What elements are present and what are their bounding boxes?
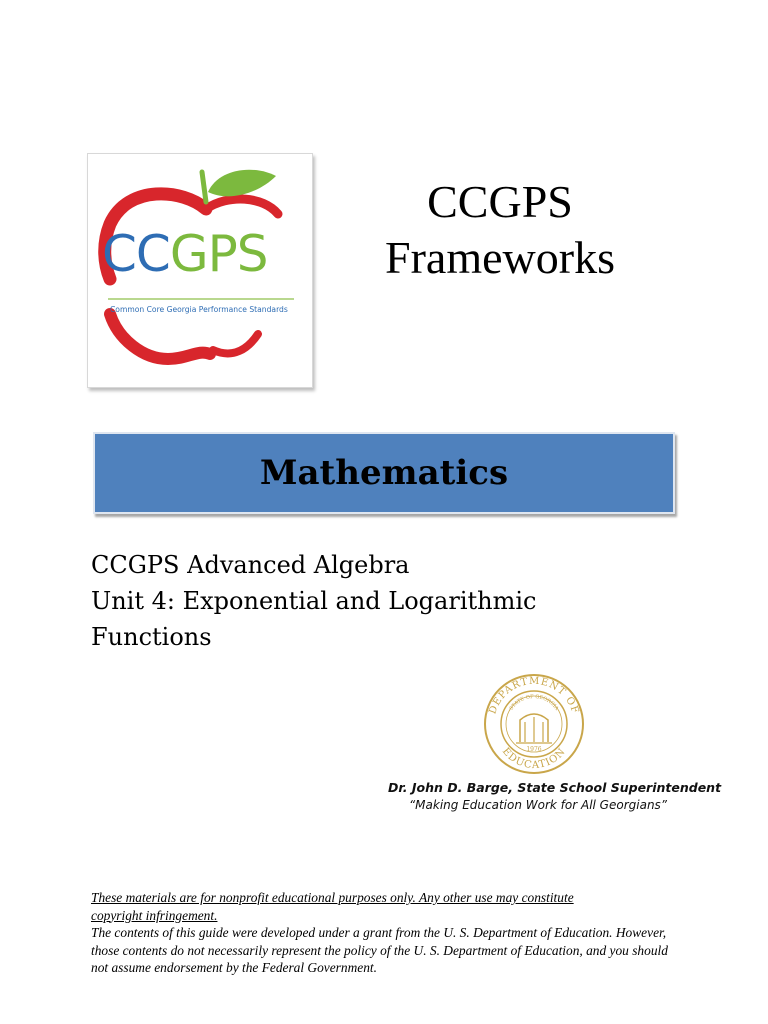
logo-cc: CC bbox=[102, 225, 170, 283]
logo-wordmark bbox=[102, 226, 267, 282]
unit-title-line-1: Unit 4: Exponential and Logarithmic bbox=[91, 587, 537, 615]
disclaimer-notice-line-1: These materials are for nonprofit educational purposes only. Any other use may constitute bbox=[91, 890, 574, 905]
logo-gps: GPS bbox=[169, 225, 268, 283]
department-seal-icon bbox=[482, 672, 586, 776]
unit-title-line-2: Functions bbox=[91, 623, 212, 651]
title-line-1: CCGPS bbox=[427, 176, 573, 227]
document-title bbox=[350, 174, 650, 286]
doe-seal-block bbox=[388, 672, 722, 822]
superintendent-motto: “Making Education Work for All Georgians” bbox=[408, 798, 668, 812]
disclaimer-body: The contents of this guide were developed under a grant from the U. S. Department of Education. However, those contents do not necessarily represent the policy of the U. S. Department of Education, and you should not assume endorsement by the Federal Government. bbox=[91, 925, 668, 975]
subject-label: Mathematics bbox=[259, 453, 509, 493]
svg-text:EDUCATION: EDUCATION bbox=[499, 745, 569, 772]
disclaimer-notice-line-2: copyright infringement. bbox=[91, 907, 218, 923]
subject-banner bbox=[93, 432, 675, 514]
ccgps-logo bbox=[87, 153, 313, 388]
svg-text:STATE OF GEORGIA: STATE OF GEORGIA bbox=[508, 693, 560, 712]
course-subtitle bbox=[91, 547, 536, 655]
svg-text:DEPARTMENT OF: DEPARTMENT OF bbox=[487, 675, 581, 716]
logo-tagline: Common Core Georgia Performance Standards bbox=[110, 305, 288, 314]
course-name: CCGPS Advanced Algebra bbox=[91, 551, 410, 579]
disclaimer bbox=[91, 889, 681, 977]
superintendent-name: Dr. John D. Barge, State School Superintendent bbox=[388, 780, 722, 795]
logo-divider bbox=[108, 298, 294, 300]
title-line-2: Frameworks bbox=[385, 232, 615, 283]
svg-text:1976: 1976 bbox=[526, 746, 542, 753]
